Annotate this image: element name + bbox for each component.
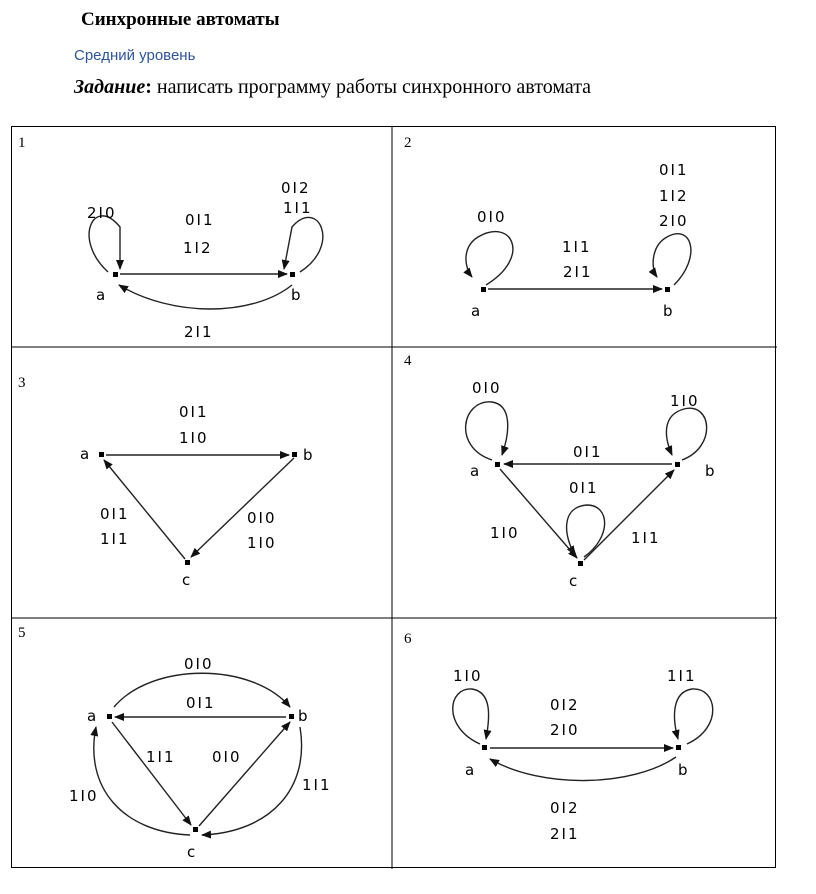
label-a-c: 1I1 [146, 748, 176, 766]
state-node-b [292, 452, 297, 457]
label-loop-a: 1I0 [453, 667, 483, 685]
transition-b-a [119, 285, 292, 309]
label-loop-b-2: 1I1 [283, 199, 313, 217]
label-a-b-1: 0I1 [179, 403, 209, 421]
state-node-a [481, 287, 486, 292]
transition-a-c [500, 469, 577, 558]
label-c-a-arc: 1I0 [69, 787, 99, 805]
state-node-c [185, 560, 190, 565]
label-a-b-2: 2I1 [563, 263, 593, 281]
state-label-a: a [87, 707, 97, 725]
transition-b-c [191, 458, 294, 557]
task-text: написать программу работы синхронного автомата [151, 76, 592, 98]
label-loop-b-2: 1I2 [659, 187, 689, 205]
diagram-4 [466, 379, 715, 590]
label-loop-a: 2I0 [87, 204, 117, 222]
label-loop-a: 0I0 [472, 379, 502, 397]
transition-b-a [490, 757, 676, 781]
automata-diagrams [12, 127, 777, 869]
label-b-c-2: 1I0 [247, 534, 277, 552]
state-node-b [290, 272, 295, 277]
diagram-1 [87, 179, 323, 341]
label-loop-b: 1I1 [667, 667, 697, 685]
label-b-c-arc: 1I1 [302, 776, 332, 794]
transition-loop-a [453, 689, 489, 744]
label-a-b-2: 1I2 [183, 239, 213, 257]
state-label-b: b [298, 707, 308, 725]
transition-loop-b [653, 234, 691, 285]
cell-number-3: 3 [18, 375, 26, 391]
task-colon: : [145, 76, 152, 98]
label-b-c-1: 0I0 [247, 509, 277, 527]
diagram-2 [466, 161, 691, 320]
state-node-b [676, 745, 681, 750]
state-node-a [495, 462, 500, 467]
label-loop-b-1: 0I1 [659, 161, 689, 179]
state-label-a: a [80, 445, 90, 463]
state-label-a: a [465, 761, 475, 779]
label-c-a-2: 1I1 [100, 530, 130, 548]
state-node-c [578, 561, 583, 566]
state-label-b: b [303, 446, 313, 464]
cell-number-2: 2 [404, 135, 412, 151]
state-node-b [675, 462, 680, 467]
level-subtitle: Средний уровень [74, 47, 196, 64]
label-b-a-1: 0I2 [550, 799, 580, 817]
label-a-c: 1I0 [490, 524, 520, 542]
label-b-a: 2I1 [184, 323, 214, 341]
state-node-c [193, 827, 198, 832]
label-b-a: 0I1 [186, 694, 216, 712]
label-a-b-1: 0I1 [185, 211, 215, 229]
label-c-b: 0I0 [212, 748, 242, 766]
diagram-6 [453, 667, 713, 843]
state-label-a: a [471, 302, 481, 320]
task-label: Задание [74, 76, 146, 98]
state-label-b: b [663, 302, 673, 320]
state-label-a: a [96, 286, 106, 304]
label-a-b-2: 1I0 [179, 429, 209, 447]
state-label-c: c [569, 572, 578, 590]
state-label-a: a [470, 462, 480, 480]
automata-table [11, 126, 776, 868]
state-node-a [107, 714, 112, 719]
transition-loop-c [567, 505, 605, 557]
state-label-b: b [705, 462, 715, 480]
transition-c-a-arc [94, 727, 190, 835]
label-b-a-2: 2I1 [550, 825, 580, 843]
state-node-b [665, 287, 670, 292]
page-title: Синхронные автоматы [81, 9, 280, 30]
state-node-a [113, 272, 118, 277]
state-label-c: c [187, 843, 196, 861]
transition-loop-a [466, 232, 513, 285]
transition-loop-b [675, 689, 713, 744]
cell-number-5: 5 [18, 625, 26, 641]
state-node-a [99, 452, 104, 457]
state-label-b: b [678, 761, 688, 779]
state-node-b [289, 714, 294, 719]
label-c-a-1: 0I1 [100, 505, 130, 523]
transition-loop-b [666, 408, 706, 460]
label-a-b-1: 1I1 [562, 238, 592, 256]
state-node-a [482, 745, 487, 750]
transition-loop-a [466, 402, 508, 460]
transition-a-c [112, 722, 191, 825]
task-statement [74, 76, 591, 99]
cell-number-6: 6 [404, 631, 412, 647]
transition-b-c-arc [202, 727, 302, 835]
label-c-b: 1I1 [631, 529, 661, 547]
transition-c-b [199, 722, 290, 826]
state-label-c: c [182, 571, 191, 589]
transition-loop-b [284, 217, 323, 272]
cell-number-4: 4 [404, 353, 412, 369]
label-loop-b-1: 0I2 [281, 179, 311, 197]
diagram-3 [80, 403, 313, 589]
transition-loop-a [89, 216, 120, 272]
label-a-b-2: 2I0 [550, 721, 580, 739]
label-a-b-1: 0I2 [550, 696, 580, 714]
label-loop-b: 1I0 [670, 392, 700, 410]
state-label-b: b [291, 286, 301, 304]
label-loop-b-3: 2I0 [659, 212, 689, 230]
label-b-a: 0I1 [573, 443, 603, 461]
diagram-5 [69, 655, 332, 861]
label-loop-c: 0I1 [569, 479, 599, 497]
label-a-b-arc: 0I0 [184, 655, 214, 673]
cell-number-1: 1 [18, 135, 26, 151]
label-loop-a: 0I0 [477, 208, 507, 226]
